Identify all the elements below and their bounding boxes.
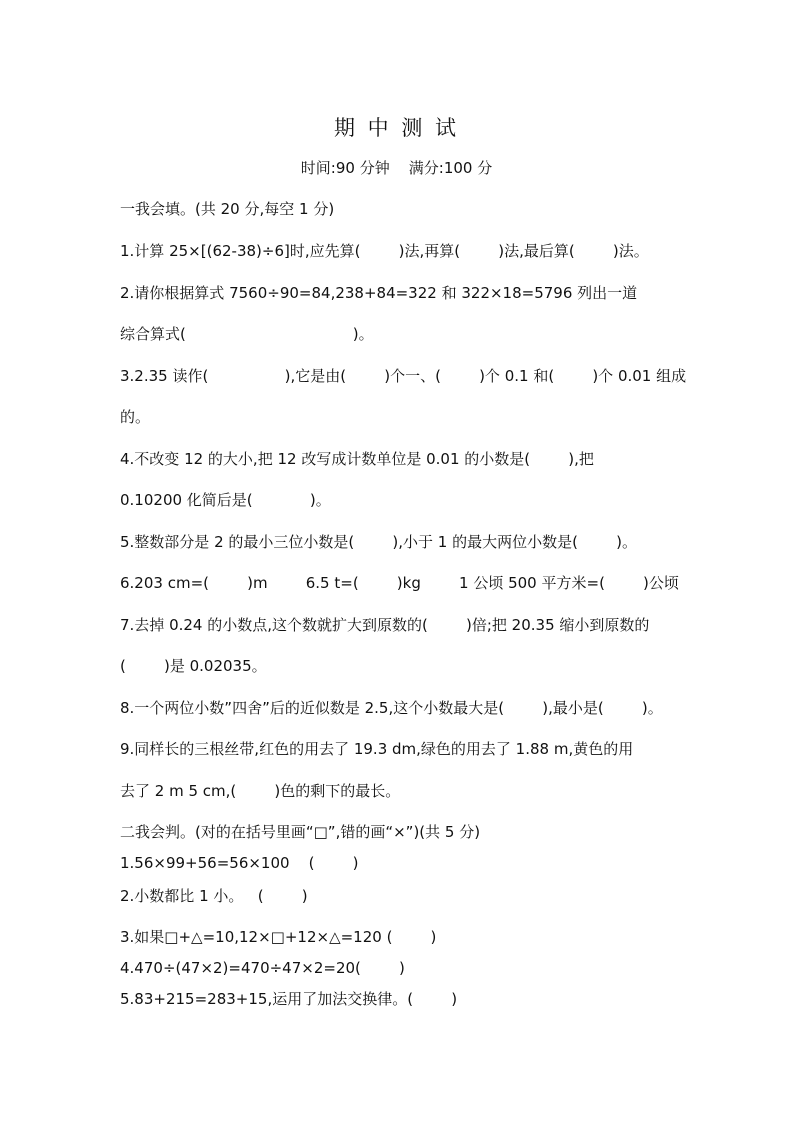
page-title: 期 中 测 试	[333, 116, 460, 140]
question-line: 8.一个两位小数”四舍”后的近似数是 2.5,这个小数最大是( ),最小是( )。	[120, 699, 663, 717]
question-line: ( )是 0.02035。	[120, 657, 267, 675]
question-line: 去了 2 m 5 cm,( )色的剩下的最长。	[120, 782, 401, 800]
judge-line: 1.56×99+56=56×100 ( )	[120, 854, 359, 872]
question-line: 4.不改变 12 的大小,把 12 改写成计数单位是 0.01 的小数是( ),把	[120, 450, 594, 468]
question-line: 3.2.35 读作( ),它是由( )个一、( )个 0.1 和( )个 0.01 组成	[120, 367, 687, 385]
question-line: 7.去掉 0.24 的小数点,这个数就扩大到原数的( )倍;把 20.35 缩小到原数的	[120, 616, 650, 634]
question-line: 6.203 cm=( )m 6.5 t=( )kg 1 公顷 500 平方米=( )公顷	[120, 574, 679, 592]
question-line: 5.整数部分是 2 的最小三位小数是( ),小于 1 的最大两位小数是( )。	[120, 533, 637, 551]
question-line: 0.10200 化简后是( )。	[120, 491, 331, 509]
question-line: 2.请你根据算式 7560÷90=84,238+84=322 和 322×18=5796 列出一道	[120, 284, 638, 302]
question-line: 的。	[120, 408, 151, 426]
question-line: 1.计算 25×[(62-38)÷6]时,应先算( )法,再算( )法,最后算( )法。	[120, 242, 649, 260]
exam-info: 时间:90 分钟 满分:100 分	[300, 159, 493, 177]
section2-heading: 二我会判。(对的在括号里画“□”,错的画“×”)(共 5 分)	[120, 823, 481, 841]
judge-line: 5.83+215=283+15,运用了加法交换律。( )	[120, 990, 458, 1008]
judge-line: 4.470÷(47×2)=470÷47×2=20( )	[120, 959, 405, 977]
question-line: 9.同样长的三根丝带,红色的用去了 19.3 dm,绿色的用去了 1.88 m,黄色的用	[120, 740, 634, 758]
section1-heading: 一我会填。(共 20 分,每空 1 分)	[120, 200, 335, 218]
judge-line: 3.如果□+△=10,12×□+12×△=120 ( )	[120, 928, 437, 946]
judge-line: 2.小数都比 1 小。 ( )	[120, 887, 308, 905]
question-line: 综合算式( )。	[120, 325, 374, 343]
